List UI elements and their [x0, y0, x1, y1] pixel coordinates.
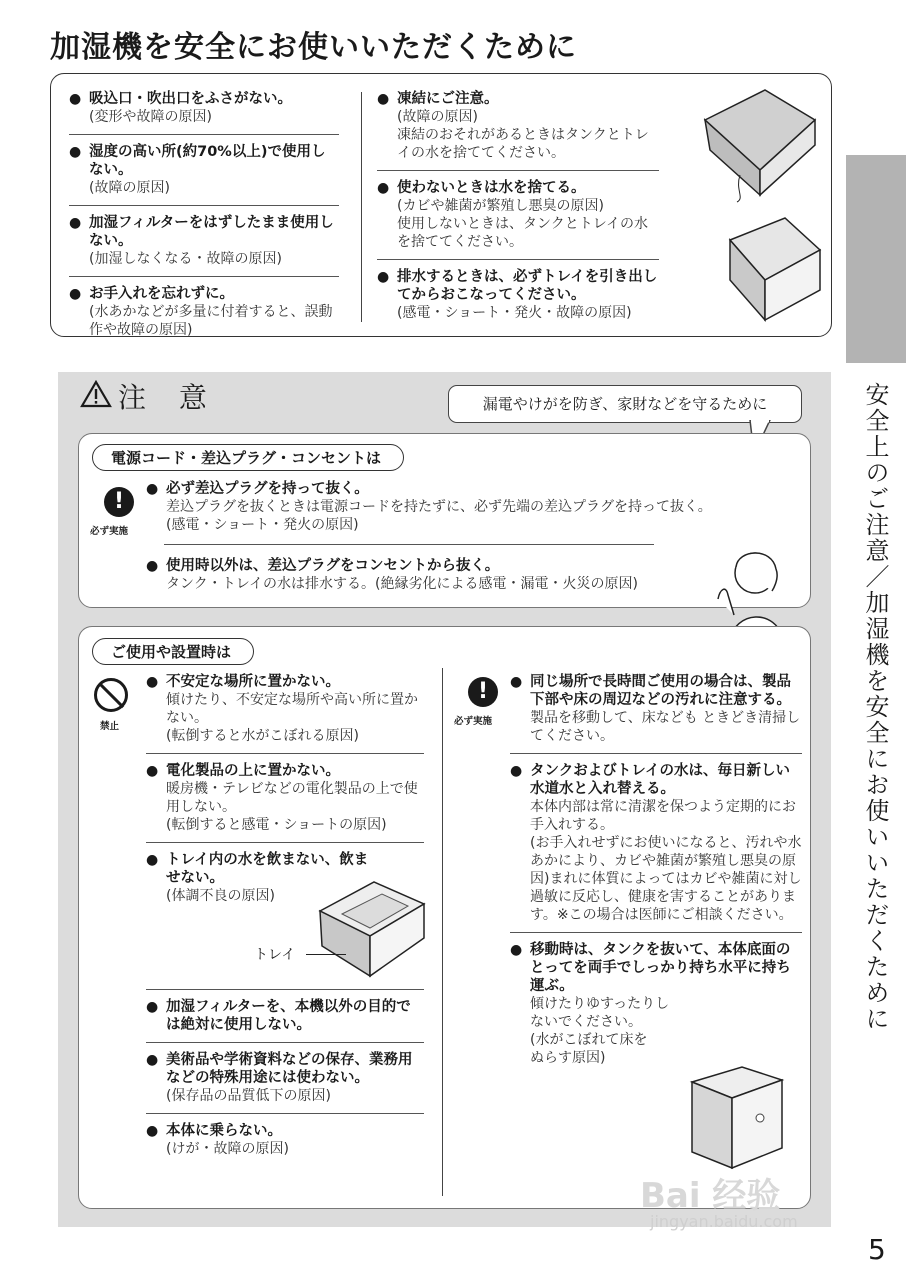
column-divider: [442, 668, 443, 1196]
list-item: ● 使わないときは水を捨てる。 (カビや雑菌が繁殖し悪臭の原因) 使用しないときは、タンクとトレイの水を捨ててください。: [377, 180, 649, 250]
mandatory-label: 必ず実施: [454, 716, 493, 727]
top-right-column: [377, 90, 659, 330]
list-item: ● お手入れを忘れずに。 (水あかなどが多量に付着すると、誤動作や故障の原因): [69, 286, 333, 338]
list-item: ● タンクおよびトレイの水は、毎日新しい水道水と入れ替える。 本体内部は常に清潔を保つよう定期的にお手入れする。 (お手入れせずにお使いになると、汚れや水あかにより、カビや雑菌が繁殖し悪臭の原因)まれに体質によってはカビや雑菌に対し過敏に反応し、健康を害することがあります。※この場合は医師にご相談ください。: [510, 763, 802, 923]
list-item: ● 電化製品の上に置かない。 暖房機・テレビなどの電化製品の上で使用しない。 (転倒すると感電・ショートの原因): [146, 763, 418, 833]
list-item: ● 排水するときは、必ずトレイを引き出してからおこなってください。 (感電・ショート・発火・故障の原因): [377, 269, 658, 321]
prohibited-label: 禁止: [100, 721, 120, 732]
list-item: ● 同じ場所で長時間ご使用の場合は、製品下部や床の周辺などの汚れに注意する。 製品を移動して、床なども ときどき清掃してください。: [510, 674, 801, 744]
list-item: ● 吸込口・吹出口をふさがない。 (変形や故障の原因): [69, 91, 292, 125]
top-left-column: [69, 90, 339, 347]
tray-label: トレイ: [254, 947, 296, 963]
caution-bubble: 漏電やけがを防ぎ、家財などを守るために: [448, 385, 802, 423]
list-item: ● 移動時は、タンクを抜いて、本体底面のとってを両手でしっかり持ち水平に持ち運ぶ。 傾けたりゆすったりしないでください。 (水がこぼれて床をぬらす原因): [510, 942, 791, 1066]
column-divider: [361, 92, 362, 322]
tray-illustration: [312, 876, 430, 984]
list-item: ● トレイ内の水を飲まない、飲ませない。 (体調不良の原因): [146, 852, 369, 904]
section-tab: [846, 155, 906, 363]
power-items: [146, 480, 796, 601]
section-vertical-title: 安全上のご注意／加湿機を安全にお使いいただくために: [861, 382, 889, 1032]
list-item: ● 美術品や学術資料などの保存、業務用などの特殊用途には使わない。 (保存品の品質低下の原因): [146, 1052, 413, 1104]
prohibited-icon: [94, 678, 128, 712]
top-notes-box: [50, 73, 832, 337]
tray-pointer-line: [306, 954, 346, 955]
list-item: ● 加湿フィルターを、本機以外の目的では絶対に使用しない。: [146, 999, 411, 1033]
page-number: 5: [868, 1233, 886, 1266]
caution-heading: 注 意: [118, 381, 219, 414]
list-item: ● 凍結にご注意。 (故障の原因) 凍結のおそれがあるときはタンクとトレイの水を捨ててください。: [377, 91, 649, 161]
warning-triangle-icon: [80, 380, 112, 408]
page-title: 加湿機を安全にお使いいただくために: [50, 30, 577, 65]
mandatory-icon: !: [468, 677, 498, 707]
list-item: ● 湿度の高い所(約70%以上)で使用しない。 (故障の原因): [69, 144, 326, 196]
tray-drain-illustration: [715, 210, 825, 332]
list-item: ● 使用時以外は、差込プラグをコンセントから抜く。 タンク・トレイの水は排水する。(絶縁劣化による感電・漏電・火災の原因): [146, 558, 638, 592]
list-item: ● 本体に乗らない。 (けが・故障の原因): [146, 1123, 289, 1157]
mandatory-label: 必ず実施: [90, 526, 129, 537]
humidifier-carry-illustration: [672, 1062, 792, 1172]
list-item: ● 加湿フィルターをはずしたまま使用しない。 (加湿しなくなる・故障の原因): [69, 215, 334, 267]
section-label-usage: ご使用や設置時は: [92, 638, 254, 665]
mandatory-icon: !: [104, 487, 134, 517]
usage-right-items: [510, 673, 802, 1075]
list-item: ● 不安定な場所に置かない。 傾けたり、不安定な場所や高い所に置かない。 (転倒すると水がこぼれる原因): [146, 674, 418, 744]
watermark-logo: Bai 经验: [640, 1176, 781, 1216]
section-label-power: 電源コード・差込プラグ・コンセントは: [92, 444, 404, 471]
list-item: ● 必ず差込プラグを持って抜く。 差込プラグを抜くときは電源コードを持たずに、必ず先端の差込プラグを持って抜く。 (感電・ショート・発火の原因): [146, 481, 712, 533]
watermark-url: jingyan.baidu.com: [650, 1212, 798, 1231]
tank-drain-illustration: [665, 80, 825, 204]
